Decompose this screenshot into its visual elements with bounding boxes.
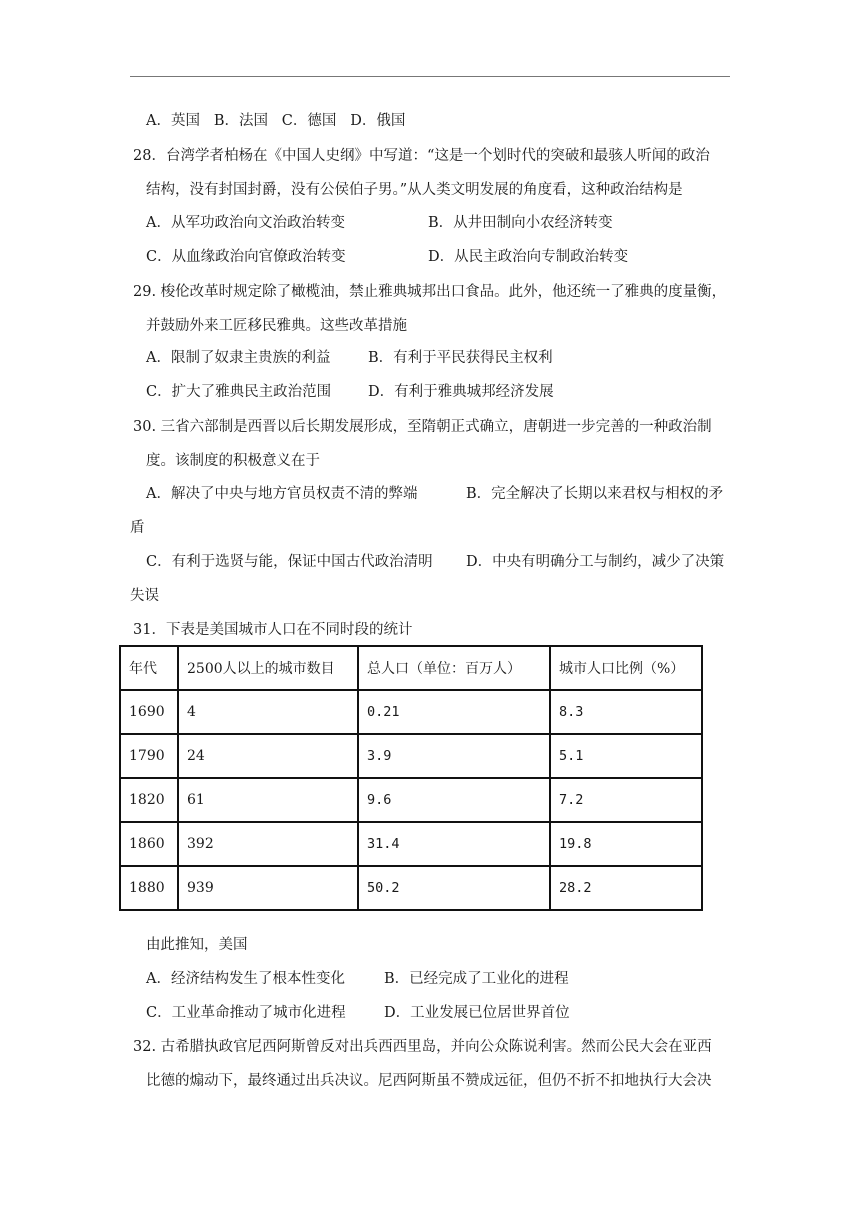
q30-option-c: C．有利于选贤与能，保证中国古代政治清明	[146, 554, 433, 570]
q30-stem-line2: 度。该制度的积极意义在于	[146, 453, 320, 469]
q27-option-b: B．法国	[213, 113, 268, 129]
table-cell-urban-ratio: 28.2	[550, 866, 702, 910]
q29-option-c: C．扩大了雅典民主政治范围	[146, 384, 332, 400]
table-header-cell: 2500人以上的城市数目	[178, 646, 358, 690]
q31-option-a: A．经济结构发生了根本性变化	[146, 971, 345, 987]
q27-options	[146, 111, 405, 131]
q28-stem-line2: 结构，没有封国封爵，没有公侯伯子男。”从人类文明发展的角度看，这种政治结构是	[146, 182, 683, 198]
q30-option-d: D．中央有明确分工与制约，减少了决策	[466, 554, 725, 570]
table-row	[120, 734, 702, 778]
q29-option-a: A．限制了奴隶主贵族的利益	[146, 350, 331, 366]
q28-option-d: D．从民主政治向专制政治转变	[428, 249, 629, 265]
q28-stem-line1: 28．台湾学者柏杨在《中国人史纲》中写道：“这是一个划时代的突破和最骇人听闻的政治	[133, 148, 710, 164]
q29-option-b: B．有利于平民获得民主权利	[368, 350, 553, 366]
q30-option-b-wrap: 盾	[130, 520, 145, 536]
table-cell-population: 50.2	[358, 866, 550, 910]
table-header-cell: 城市人口比例（%）	[550, 646, 702, 690]
table-cell-population: 9.6	[358, 778, 550, 822]
q28-option-a: A．从军功政治向文治政治转变	[146, 215, 345, 231]
q31-follow: 由此推知，美国	[146, 937, 248, 953]
q30-stem-line1: 30. 三省六部制是西晋以后长期发展形成，至隋朝正式确立，唐朝进一步完善的一种政治制	[133, 419, 712, 435]
q30-option-a: A．解决了中央与地方官员权责不清的弊端	[146, 486, 418, 502]
table-cell-city-count: 939	[178, 866, 358, 910]
table-cell-year: 1820	[120, 778, 178, 822]
q29-stem-line1: 29. 梭伦改革时规定除了橄榄油，禁止雅典城邦出口食品。此外，他还统一了雅典的度量衡，	[133, 284, 727, 300]
q28-option-c: C．从血缘政治向官僚政治转变	[146, 249, 346, 265]
table-row	[120, 822, 702, 866]
table-cell-urban-ratio: 8.3	[550, 690, 702, 734]
table-row	[120, 866, 702, 910]
table-cell-year: 1880	[120, 866, 178, 910]
table-header-cell: 年代	[120, 646, 178, 690]
table-cell-urban-ratio: 5.1	[550, 734, 702, 778]
q31-option-d: D．工业发展已位居世界首位	[384, 1005, 570, 1021]
table-cell-city-count: 61	[178, 778, 358, 822]
q27-option-a: A．英国	[146, 113, 200, 129]
q29-stem-line2: 并鼓励外来工匠移民雅典。这些改革措施	[146, 318, 407, 334]
table-cell-year: 1790	[120, 734, 178, 778]
q32-stem-line2: 比德的煽动下，最终通过出兵决议。尼西阿斯虽不赞成远征，但仍不折不扣地执行大会决	[146, 1073, 712, 1089]
table-cell-urban-ratio: 7.2	[550, 778, 702, 822]
table-header-cell: 总人口（单位：百万人）	[358, 646, 550, 690]
table-cell-year: 1690	[120, 690, 178, 734]
table-cell-city-count: 4	[178, 690, 358, 734]
table-cell-city-count: 24	[178, 734, 358, 778]
q31-stem: 31．下表是美国城市人口在不同时段的统计	[133, 622, 413, 638]
table-cell-population: 31.4	[358, 822, 550, 866]
q32-stem-line1: 32. 古希腊执政官尼西阿斯曾反对出兵西西里岛，并向公众陈说利害。然而公民大会在亚西	[133, 1039, 712, 1055]
table-cell-urban-ratio: 19.8	[550, 822, 702, 866]
table-cell-city-count: 392	[178, 822, 358, 866]
q31-option-c: C．工业革命推动了城市化进程	[146, 1005, 346, 1021]
q30-option-b: B．完全解决了长期以来君权与相权的矛	[466, 486, 724, 502]
q27-option-d: D．俄国	[350, 113, 406, 129]
table-cell-population: 3.9	[358, 734, 550, 778]
table-row	[120, 690, 702, 734]
table-cell-population: 0.21	[358, 690, 550, 734]
header-rule	[130, 76, 730, 77]
q27-option-c: C．德国	[281, 113, 337, 129]
q28-option-b: B．从井田制向小农经济转变	[428, 215, 613, 231]
table-cell-year: 1860	[120, 822, 178, 866]
q31-option-b: B．已经完成了工业化的进程	[384, 971, 569, 987]
population-table	[119, 645, 703, 911]
q30-option-d-wrap: 失误	[130, 588, 159, 604]
table-row	[120, 778, 702, 822]
table-header-row	[120, 646, 702, 690]
q29-option-d: D．有利于雅典城邦经济发展	[368, 384, 554, 400]
